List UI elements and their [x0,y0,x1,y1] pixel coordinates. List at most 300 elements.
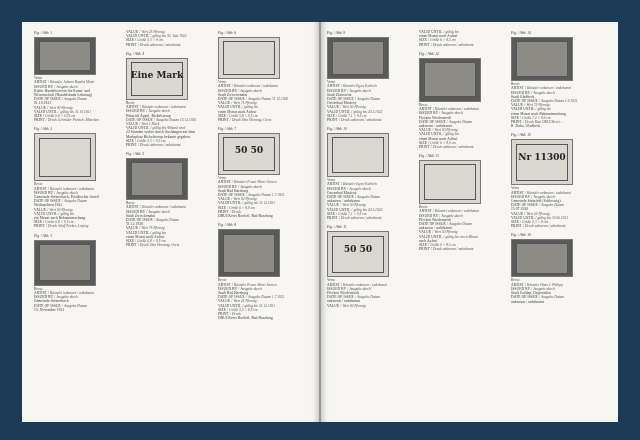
banknote-frame [424,62,477,97]
banknote-frame [39,244,92,281]
detail-value: Ausgabe durch [240,286,262,291]
banknote-image [327,37,389,79]
detail-key: einen Monat nach Bekanntmachung [511,111,566,116]
right-col-3 [511,30,603,309]
detail-key: unknown / unbekannt [327,299,361,304]
detail-line [511,300,603,304]
detail-line [511,224,603,228]
detail-value: gültig bis 31.10.1921 [60,109,92,114]
figure-caption: Fig. / Abb. 2 [34,127,53,132]
detail-key: unknown / unbekannt [511,299,545,304]
banknote-frame [332,137,385,172]
side-note: Verso [327,178,336,183]
detail-key: SIZE / [126,38,138,43]
detail-value: Größe 6,8 × 9,5 cm [45,220,74,225]
detail-key: Ostseebad Misdroy [327,101,357,106]
banknote-image [218,133,280,175]
detail-value: Ausgabe Datum 15.12.1920 [155,117,197,122]
detail-value: Ausgabe Datum [540,203,565,208]
detail-value: Druck Adolf Forker, Leipzig [47,224,89,229]
detail-value: Ausgabe Datum [155,218,180,223]
detail-value: Wert 25 Pfennig [233,299,257,304]
detail-value: Wert 50 Pfennig [342,203,366,208]
detail-key: Stadt Goldap, Ostpreußen [511,291,551,296]
detail-key: einen Monat nach Aufruf [218,109,257,114]
detail-value: gültig bis 30. Juni 1922 [152,34,187,39]
detail-value: Ausgabe durch [533,287,555,291]
figure-caption: Fig. / Abb. 7 [218,127,237,132]
detail-key: DATE OF ISSUE / [511,98,541,103]
detail-value: Ausgabe Datum 31.12.1920 [247,96,289,101]
detail-value: Druck unknown / unbekannt [139,142,181,147]
detail-value: Größe 6 × 8,5 cm [430,243,456,248]
side-note: Recto [34,182,43,187]
catalog-entry [34,234,126,312]
detail-key: VALID UNTIL / [511,215,538,220]
detail-key: SIZE / [218,307,230,312]
detail-key: Kieler Handelsverein für Kunst- und [34,88,91,93]
detail-key: ARTIST / [218,180,234,185]
catalog-entry [419,154,511,251]
detail-key: VALUE / [327,303,343,308]
detail-key: Flecken Wiedenstedt [327,291,359,295]
detail-line [419,43,511,47]
detail-value: gültig bis [445,132,459,137]
banknote-frame [39,41,92,71]
detail-key: einen Monat nach Aufruf [419,34,458,39]
detail-line [419,247,511,251]
detail-value: Ausgabe durch [148,209,170,214]
detail-key: 24 Stunden vorher durch Aushängen auf dem [126,130,196,135]
detail-value: Druck Otto Henning, Greiz [231,117,272,122]
detail-value: Druck unknown / unbekannt [340,216,382,221]
detail-line [327,118,419,122]
detail-key: Ostseebad Misdroy [327,190,357,195]
detail-value: Künstler unknown / unbekannt [142,105,187,110]
left-col-2 [126,30,218,253]
catalog-entry [218,31,310,122]
detail-key: DATE OF ISSUE / [34,97,64,102]
detail-value: Ausgabe durch [56,84,78,89]
detail-key: Stadt Zwischenahn [126,213,156,218]
detail-value: Größe 6 × 8,5 cm [430,140,456,145]
detail-line [218,214,310,218]
detail-value: Ausgabe Datum [356,96,381,101]
right-page [321,22,618,422]
detail-key: DATE OF ISSUE / [126,117,156,122]
side-note: Verso [327,79,336,84]
right-col-1 [327,30,419,313]
detail-key: ARTIST / [511,190,527,195]
detail-key: ISSUED BY / [327,286,350,291]
detail-line [34,118,126,122]
detail-key: VALID UNTIL / [34,109,61,114]
detail-value: Künstler unknown / unbekannt [527,190,572,195]
banknote-image [327,133,389,177]
detail-key: SIZE / [511,220,523,225]
detail-key: PRINT / [511,119,525,124]
detail-value: Größe 6,8 × 9,5 cm [137,239,166,244]
detail-value: Druck unknown / unbekannt [432,144,474,149]
detail-key: Marktplatz Bickelsterup bekannt gegeben. [126,134,191,139]
detail-key: DATE OF ISSUE / [34,303,64,308]
detail-key: SIZE / [218,113,230,118]
detail-key: Stadt Zwischenahn [218,92,248,97]
catalog-entry [327,127,419,220]
detail-key: PRINT / [126,42,140,47]
detail-key: ARTIST / [511,86,527,91]
figure-caption: Fig. / Abb. 12 [419,51,439,56]
detail-key: SIZE / [419,38,431,43]
side-note: Recto [419,205,428,210]
detail-key: ISSUED BY / [511,90,534,95]
side-note: Verso [218,79,227,84]
side-note: Verso [218,176,227,181]
detail-key: ARTIST / [218,282,234,287]
detail-value: gültig bis 20.2.1922 [353,109,383,114]
detail-key: ARTIST / [126,105,142,110]
detail-value: Wert 50 Pfennig [342,105,366,110]
detail-key: 15. November 1921 [34,307,65,312]
banknote-image [511,37,573,81]
detail-value: Künstler unknown / unbekannt [435,107,480,112]
catalog-entry [218,127,310,218]
detail-value: Größe 6 × 8,5 cm [430,38,456,43]
detail-key: PRINT / [419,144,433,149]
side-note: Recto [34,286,43,291]
detail-value: Wert 50 Pfennig [49,207,73,212]
detail-key: unknown / unbekannt [419,226,453,231]
detail-key: Gemeinde Steinfeld (Schleswig) [511,199,561,204]
detail-line [126,143,218,147]
banknote-frame [332,41,385,75]
detail-key: ARTIST / [126,205,142,210]
detail-key: nach Aufruf [419,238,438,243]
detail-value: Druck unknown / unbekannt [432,247,474,252]
detail-key: PRINT / [34,224,48,229]
detail-line [511,124,603,128]
detail-key: DATE OF ISSUE / [126,218,156,223]
banknote-frame [424,164,477,199]
side-note: Recto [126,100,135,105]
detail-value: Ausgabe Datum 1.7.1921 [247,295,285,300]
detail-value: gültig bis Abhand wird [152,126,186,131]
detail-key: DATE OF ISSUE / [218,193,248,198]
figure-caption: Fig. / Abb. 3 [34,233,53,238]
detail-key: VALUE / [126,121,142,126]
detail-line [218,118,310,122]
detail-value: Größe 7,1 × 9,5 cm [338,113,367,118]
catalog-entry [34,127,126,228]
side-note: Recto [419,102,428,107]
detail-value: Ausgabe durch [441,111,463,116]
detail-key: DRUCKerei Roeloff, Bad Harzburg [218,316,273,321]
detail-value: Druck unknown / unbekannt [139,42,181,47]
detail-key: ARTIST / [327,84,343,89]
banknote-image [126,158,188,200]
detail-value: Druck Otto Henning, Greiz [139,243,180,248]
detail-key: ARTIST / [34,80,50,85]
catalog-entry [511,31,603,128]
detail-key: PRINT / [218,117,232,122]
detail-value: Ausgabe durch [148,109,170,114]
detail-value: Ausgabe durch [349,286,371,291]
detail-value: Wert 50 Pfennig [342,303,366,308]
banknote-image [419,58,481,102]
banknote-image [218,229,280,277]
detail-key: SIZE / [34,113,46,118]
detail-key: VALUE / [218,197,234,202]
catalog-entry [419,52,511,149]
figure-caption: Fig. / Abb. 14 [511,31,531,35]
detail-key: ARTIST / [419,209,435,214]
detail-key: VALUE / [419,230,435,235]
detail-value: Wert 50 Pfennig [434,230,458,235]
detail-key: Flecken Wiedenstedt [419,115,451,120]
detail-value: Künstler unknown / unbekannt [142,205,187,210]
detail-value: Größe 6 × 8,9 cm [229,205,255,210]
detail-key: einen Monat nach Aufruf [126,234,165,239]
detail-key: VALID UNTIL / [419,30,446,34]
detail-key: ISSUED BY / [218,286,241,291]
detail-value: Ausgabe durch [349,186,371,191]
detail-key: ARTIST / [327,282,343,287]
detail-key: PRINT / [218,312,232,317]
detail-key: ARTIST / [327,182,343,187]
detail-value: Künstler unknown / unbekannt [527,86,572,91]
detail-key: SIZE / [419,243,431,248]
detail-key: ISSUED BY / [34,190,57,195]
detail-key: VALID UNTIL / [511,107,538,112]
detail-key: PRINT / [419,247,433,252]
detail-key: DATE OF ISSUE / [419,222,449,227]
side-note: Verso [511,186,520,191]
detail-key: VALID UNTIL / [34,211,61,216]
detail-key: DATE OF ISSUE / [511,203,541,208]
detail-value: Größe 6,3 × 9 cm [522,220,548,225]
catalog-entry [126,30,218,47]
detail-value: Künstler unknown / unbekannt [343,282,388,287]
detail-value: Größe 7,2 × 9,6 cm [522,115,551,120]
detail-value: Wert 50 Pfennig [434,128,458,133]
detail-key: VALUE / [327,105,343,110]
detail-value: Wert 75 Pfennig [141,226,165,231]
detail-key: Heinrich Appel, Bickelsterup [126,113,171,118]
detail-key: PRINT / [327,117,341,122]
detail-key: SIZE / [327,113,339,118]
banknote-image [327,231,389,277]
detail-key: Weihnachten 1921 [34,203,63,208]
detail-key: VALID UNTIL / [126,126,153,131]
detail-key: PRINT / [126,243,140,248]
detail-value: Wert 25 Pfennig [526,211,550,216]
detail-key: VALID UNTIL / [126,34,153,39]
detail-key: ARTIST / [419,107,435,112]
detail-key: VALID UNTIL / [419,234,446,239]
figure-caption: Fig. / Abb. 6 [218,31,237,35]
detail-value: Druck [231,312,241,317]
detail-key: DATE OF ISSUE / [511,295,541,300]
detail-value: Ausgabe Datum [63,199,88,204]
detail-key: VALUE / [511,211,527,216]
detail-key: ISSUED BY / [34,84,57,89]
detail-value: gültig bis 30.06.1921 [537,215,569,220]
left-col-1 [34,30,126,317]
detail-key: ARTIST / [218,84,234,89]
detail-value: Ausgabe durch [240,184,262,189]
detail-value: Druck Rüst DRUCKerei – [524,119,563,124]
detail-key: ISSUED BY / [126,109,149,114]
detail-value: Größe 7,1 × 9,5 cm [338,211,367,216]
detail-value: Künstler Johann Baptist Maier [50,80,95,85]
detail-key: ISSUED BY / [126,209,149,214]
detail-key: unknown / unbekannt [419,123,453,128]
banknote-frame [223,234,276,273]
detail-key: DATE OF ISSUE / [218,96,248,101]
detail-key: SIZE / [511,115,523,120]
detail-value: Künstler Franz Albert Jürnen [234,282,277,287]
detail-value: Künstler Egon Tschirch [343,182,377,187]
figure-caption: Fig. / Abb. 10 [327,127,347,132]
banknote-frame [39,138,92,177]
detail-key: DATE OF ISSUE / [327,195,357,200]
detail-value: gültig bis 31.12.1921 [244,303,276,308]
banknote-frame [223,41,276,75]
banknote-frame [516,41,569,76]
detail-key: ISSUED BY / [34,295,57,300]
detail-line [218,316,310,320]
detail-key: VALID UNTIL / [419,132,446,137]
detail-key: ISSUED BY / [419,213,442,218]
detail-key: DATE OF ISSUE / [34,199,64,204]
detail-key: VALUE / [327,203,343,208]
detail-key: Stadt Bad Harzburg [218,188,249,193]
detail-key: VALUE / [34,207,50,212]
banknote-lettering: 50 50 [234,146,264,157]
side-note: Verso [34,75,43,80]
detail-key: Stadt Gladbeck [511,94,535,99]
detail-key: VALID UNTIL / [327,207,354,212]
detail-key: Gemeinde Steinerbach, Preußischer Anteil [34,195,100,200]
detail-key: SIZE / [327,211,339,216]
side-note: Verso [327,278,336,283]
left-page [22,22,319,422]
figure-caption: Fig. / Abb. 9 [327,31,346,35]
detail-value: gültig bis 31.12.1921 [244,201,276,206]
detail-key: PRINT / [511,224,525,229]
detail-key: SIZE / [34,220,46,225]
detail-key: ARTIST / [34,186,50,191]
detail-key: ISSUED BY / [327,186,350,191]
detail-key: SIZE / [126,138,138,143]
detail-value: Ausgabe Datum [448,222,473,227]
detail-key: VALID UNTIL / [126,230,153,235]
detail-key: VALUE / [511,103,527,108]
detail-value: Ausgabe durch [240,88,262,93]
banknote-lettering: Eine Mark [130,70,184,81]
banknote-image [126,58,188,100]
detail-value: Wert 50 Pfennig [233,197,257,202]
detail-value: Ausgabe Datum [63,303,88,308]
detail-key: DATE OF ISSUE / [327,295,357,300]
detail-value: Größe 5,5 × 8,5 cm [229,307,258,312]
detail-key: VALUE / [126,226,142,231]
figure-caption: Fig. / Abb. 8 [218,223,237,228]
right-col-2 [419,30,511,257]
detail-key: VALID UNTIL / [218,303,245,308]
detail-key: Gemeinde Steinerbach [34,299,69,304]
detail-value: gültig bis [537,107,551,112]
detail-value: Künstler unknown / unbekannt [435,209,480,214]
detail-value: Druck unknown / unbekannt [340,117,382,122]
catalog-entry [34,31,126,122]
detail-key: R. Dabo, Gladbeck [511,124,541,129]
detail-key: VALUE / [34,105,50,110]
figure-caption: Fig. / Abb. 1 [34,31,53,35]
detail-key: PRINT / [419,42,433,47]
detail-key: ISSUED BY / [218,88,241,93]
detail-key: Wissenschaft (Handelsbank Lehnung) [34,92,93,97]
detail-key: VALUE / [218,101,234,106]
detail-value: Ausgabe durch [441,213,463,218]
detail-value: Ausgabe durch [56,190,78,195]
detail-key: SIZE / [218,205,230,210]
detail-key: ISSUED BY / [419,111,442,116]
banknote-image [511,239,573,277]
banknote-image [419,160,481,204]
detail-key: VALID UNTIL / [218,201,245,206]
banknote-frame [131,162,184,196]
banknote-lettering: 50 50 [343,245,373,256]
detail-value: Wert 25 Pfennig [141,30,165,34]
detail-key: einen Monat nach Aufruf [419,136,458,141]
detail-key: SIZE / [126,239,138,244]
detail-value: Wert 1 Mark [141,121,160,126]
catalog-entry [419,30,511,47]
detail-value: Wert 75 Pfennig [233,101,257,106]
detail-value: Druck Gebrüder Partsch, München [47,118,100,123]
detail-key: PRINT / [218,209,232,214]
detail-key: unknown / unbekannt [327,199,361,204]
catalog-entry [327,31,419,122]
catalog-entry [126,152,218,247]
catalog-entry [511,233,603,303]
detail-line [126,243,218,247]
detail-value: Ausgabe Datum 1.9.1921 [540,98,578,103]
detail-key: ARTIST / [34,291,50,295]
detail-line [419,145,511,149]
detail-line [34,308,126,312]
detail-value: Künstler unknown / unbekannt [50,186,95,191]
detail-value: gültig bis [445,30,459,34]
detail-key: ISSUED BY / [511,194,534,199]
side-note: Recto [126,201,135,206]
detail-value: Ausgabe durch [349,88,371,93]
detail-key: 01.10.1921 [34,101,52,106]
figure-caption: Fig. / Abb. 11 [327,225,347,230]
detail-line [34,224,126,228]
detail-value: gültig bis 20.2.1922 [353,207,383,212]
detail-value: Ausgabe Datum 1.7.1921 [247,193,285,198]
banknote-image [34,133,96,181]
detail-value: Druck unknown / unbekannt [432,42,474,47]
banknote-image [511,139,573,185]
detail-value: Größe 5,8 × 9,5 cm [229,113,258,118]
detail-value: Ausgabe durch [533,194,555,199]
detail-key: 15.07.1920 [511,207,529,212]
detail-value: Größe 5,3 × 9,5 cm [137,138,166,143]
side-note: Recto [511,278,520,283]
